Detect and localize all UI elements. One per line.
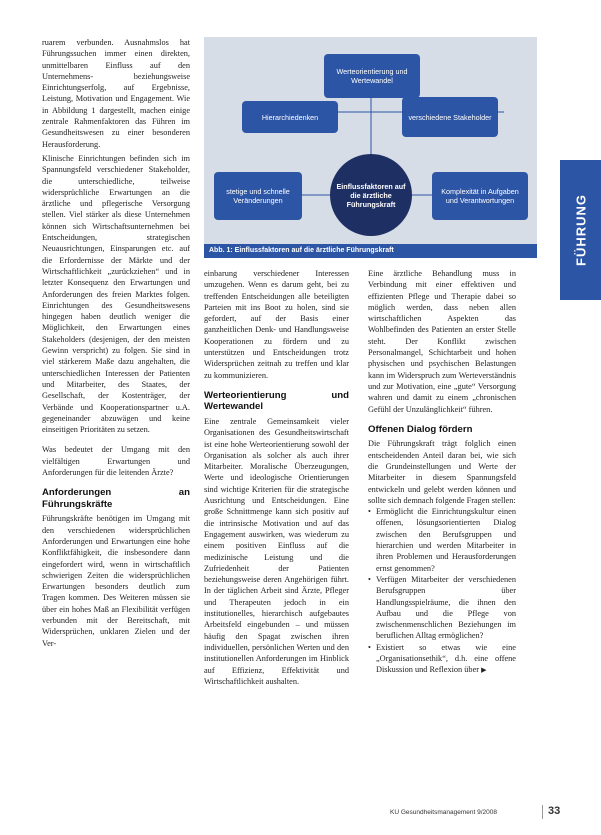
section-heading: Anforderungen an Führungskräfte: [42, 487, 190, 510]
journal-title: KU Gesundheitsmanagement 9/2008: [390, 809, 497, 816]
figure-caption: Abb. 1: Einflussfaktoren auf die ärztliche Führungskraft: [204, 244, 537, 258]
figure-box-change: stetige und schnelle Veränderungen: [214, 172, 302, 220]
continue-arrow-icon: ▶: [481, 666, 487, 675]
paragraph: Eine ärztliche Behandlung muss in Verbindung mit einer effektiven und effizienten Pflege und Therapie dabei so möglich werden, dass neben allen wirtschaftlichen Aspekten das Wohlbefinden des Patienten an erster Stelle steht. Der Konflikt zwischen Personalmangel, Schichtarbeit und hohen physischen und psychischen Belastungen kann im Widerspruch zum Werteverständnis und zur Motivation, eine „gute“ Versorgung wahren und damit zu einem „chronischen Gefühl der Unzulänglichkeit“ führen.: [368, 269, 516, 414]
paragraph: Klinische Einrichtungen befinden sich im Spannungsfeld verschiedener Stakeholder, die unterschiedliche, teilweise widersprüchliche Erwartungen an die ärztliche und pflegerische Versorgung stellen. Viel stärker als diese Unternehmen können sich Wirtschaftsunternehmen bei Entscheidungen, strategischen Neuausrichtungen, Einsparungen etc. auf die Erfordernisse der Märkte und der Wirtschaftlichkeit „zurückziehen“ und in letzter Konsequenz den Erwartungen und Anforderungen des freien Marktes folgen. Einrichtungen des Gesundheitswesens hingegen haben deutlich weniger die Möglichkeit, den Erwartungen eines Stakeholders (desjenigen, der den meisten Gewinn verspricht) zu folgen. Sie sind in viel stärkerem Maße dazu angehalten, die unterschiedlichen Interessen der Patienten und Mitarbeiter, des Staates, der Gesellschaft, der Kostenträger, der Verbände und Kooperationspartner u.A. gegeneinander abzuwägen und keine einseitigen Prioritäten zu setzen.: [42, 154, 190, 435]
paragraph: Führungskräfte benötigen im Umgang mit den verschiedenen widersprüchlichen Anforderungen und Erwartungen eine hohe Konfliktfähigkeit, die insbesondere dann eingefordert wird, wenn in wirtschaftlich schwierigen Zeiten die widersprüchlichen Erwartungen besonders deutlich zum Tragen kommen. Des Weiteren müssen sie über ein hohes Maß an Flexibilität verfügen verbunden mit der Bereitschaft, mit Widersprüchen, unklaren Zielen und der Ver-: [42, 514, 190, 648]
section-heading: Offenen Dialog fördern: [368, 423, 473, 435]
page-footer: [390, 805, 570, 821]
question-list: [368, 506, 516, 676]
list-item-text: Existiert so etwas wie eine „Organisationsethik“, d.h. eine offene Diskussion und Reflexion über: [376, 642, 516, 675]
column-3: [368, 268, 516, 677]
column-1: [42, 153, 190, 649]
list-item: • Ermöglicht die Einrichtungskultur einen offenen, lösungsorientierten Dialog zwischen den Berufsgruppen und hierarchien und werden Mitarbeiter in ihren Problemen und Herausforderungen ernst genommen?: [376, 506, 516, 574]
paragraph: Was bedeutet der Umgang mit den vielfältigen Erwartungen und Anforderungen für die leitenden Ärzte?: [42, 445, 190, 478]
paragraph: einbarung verschiedener Interessen umzugehen. Wenn es darum geht, bei zu treffenden Entscheidungen alle beteiligten Parteien mit ins Boot zu holen, sind sie gefordert, auf der Basis einer ganzheitlichen Denk- und Handlungsweise Kooperationen zu fördern und zu unterstützen und Entscheidungen trotz Widersprüchen zeitnah zu treffen und klar zu kommunizieren.: [204, 269, 349, 380]
figure-box-stakeholders: verschiedene Stakeholder: [402, 97, 498, 137]
column-2: [204, 268, 349, 687]
paragraph: ruarem verbunden. Ausnahmslos hat Führungssuchen immer einen direkten, unmittelbaren Einfluss auf den Unternehmens- beziehungsweise Einrichtungserfolg, auf Ergebnisse, Leistung, Motivation und Engagement. Wie in Abbildung 1 dargestellt, machen einige zentrale Rahmenfaktoren das Führen im Gesundheitswesen zu einer besonderen Herausforderung.: [42, 38, 190, 149]
paragraph: Eine zentrale Gemeinsamkeit vieler Organisationen des Gesundheitswirtschaft ist eine hohe Werteorientierung sowohl der Organisation als solcher als auch ihrer Mitarbeiter. Moralische Überzeugungen, Werte und ideologische Orientierungen sind wichtige Kriterien für die strategische Ausrichtung und Entscheidungen. Eine große Schnittmenge kann sich positiv auf die intrinsische Motivation und auf das Engagement auswirken, was wiederum zu einem positiven Einfluss auf die medizinische Leistung und die Zufriedenheit der Patienten beziehungsweise deren Angehörigen führt. In der täglichen Arbeit sind Ärzte, Pfleger und Therapeuten jedoch in ein institutionelles, hierarchisch aufgebautes Arbeitsfeld eingebunden – und müssen häufig den Spagat zwischen ihren individuellen, persönlichen Werten und den institutionellen Anforderungen im Hinblick auf Effizienz, Effektivität und Wirtschaftlichkeit aushalten.: [204, 416, 349, 686]
figure-box-hierarchy: Hierarchiedenken: [242, 101, 338, 133]
section-tab: [560, 160, 601, 300]
column-1-top: [42, 37, 190, 150]
footer-divider: [542, 805, 543, 819]
paragraph: Die Führungskraft trägt folglich einen entscheidenden Anteil daran bei, wie sich die Grundeinstellungen und Werte der Mitarbeiter in diesem Spannungsfeld entwickeln und gelebt werden können und sollte sich demnach folgende Fragen stellen:: [368, 439, 516, 505]
figure-box-complexity: Komplexität in Aufgaben und Verantwortungen: [432, 172, 528, 220]
list-item: • Verfügen Mitarbeiter der verschiedenen Berufsgruppen über Handlungsspielräume, die ihnen den Aufbau und die Pflege von zwischenmenschlichen Beziehungen im beruflichen Alltag ermöglichen?: [376, 574, 516, 642]
figure-center-circle: Einflussfaktoren auf die ärztliche Führungskraft: [330, 154, 412, 236]
section-tab-label: FÜHRUNG: [573, 194, 588, 266]
list-item: [376, 642, 516, 677]
figure-box-values: Werteorientierung und Wertewandel: [324, 54, 420, 98]
figure-influence-factors: [204, 37, 537, 258]
section-heading: Werteorientierung und Wertewandel: [204, 389, 349, 413]
page-number: 33: [548, 805, 561, 817]
